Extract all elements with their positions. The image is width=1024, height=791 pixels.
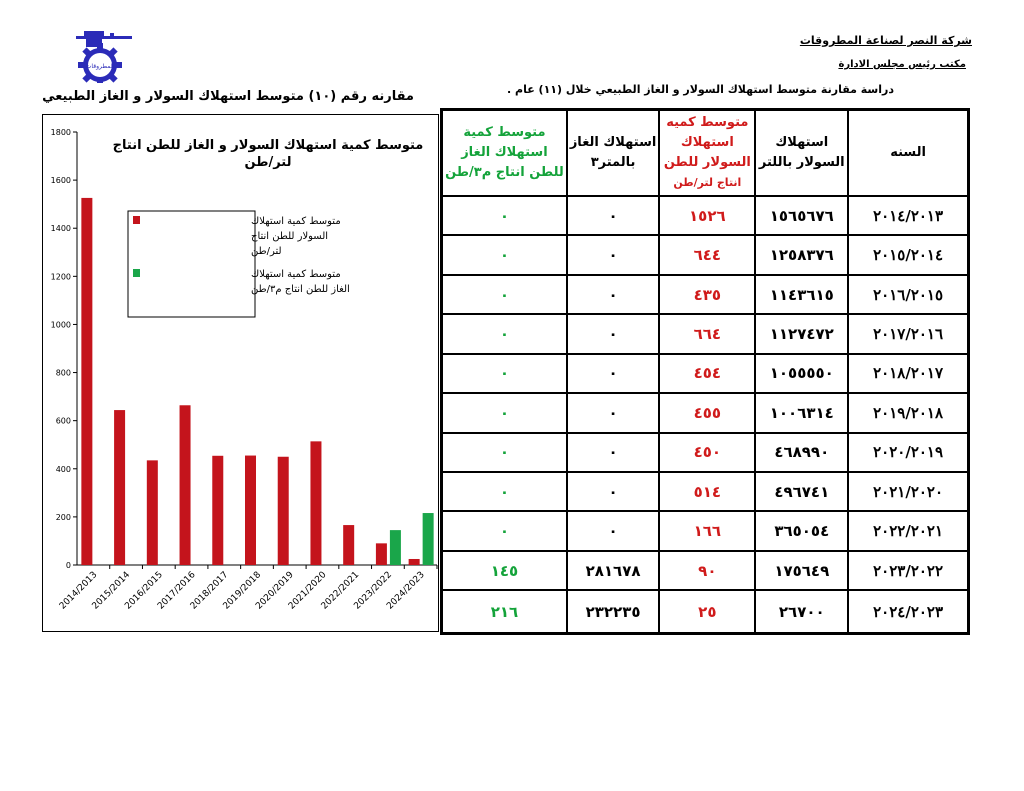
cell-gas-avg: ٠ [442, 354, 567, 393]
bar-diesel [81, 198, 92, 565]
legend-label: متوسط كمية استهلاك الغاز للطن انتاج م٣/طن [251, 269, 350, 295]
table-row [442, 551, 968, 590]
table-row [442, 393, 968, 432]
bar-gas [423, 513, 434, 565]
header-gas-avg: متوسط كمية استهلاك الغاز للطن انتاج م٣/طن [442, 110, 567, 196]
bar-diesel [278, 457, 289, 565]
cell-year: ٢٠٢١/٢٠٢٠ [848, 472, 968, 511]
table-row [442, 275, 968, 314]
chart-panel [42, 114, 439, 632]
bar-diesel [180, 405, 191, 565]
cell-year: ٢٠١٩/٢٠١٨ [848, 393, 968, 432]
cell-year: ٢٠١٨/٢٠١٧ [848, 354, 968, 393]
legend-swatch-gas [133, 269, 140, 277]
table-row [442, 511, 968, 550]
header-gas: استهلاك الغاز بالمتر٣ [567, 110, 659, 196]
cell-gas-avg: ٠ [442, 433, 567, 472]
comparison-title: مقارنه رقم (١٠) متوسط استهلاك السولار و الغاز الطبيعي [42, 89, 414, 104]
cell-gas-avg: ٠ [442, 314, 567, 353]
cell-year: ٢٠٢٣/٢٠٢٢ [848, 551, 968, 590]
cell-diesel: ٤٩٦٧٤١ [755, 472, 848, 511]
table-row [442, 354, 968, 393]
cell-gas: ٠ [567, 275, 659, 314]
cell-diesel-avg: ٤٥٠ [659, 433, 755, 472]
legend-box [128, 211, 255, 317]
cell-gas-avg: ٠ [442, 511, 567, 550]
table-row [442, 314, 968, 353]
y-tick-label: 200 [55, 512, 71, 522]
cell-diesel-avg: ١٦٦ [659, 511, 755, 550]
header-diesel-avg-label: متوسط كميه استهلاك السولار للطن [663, 115, 751, 170]
cell-diesel-avg: ٥١٤ [659, 472, 755, 511]
x-tick-label: 2018/2017 [188, 570, 231, 612]
y-tick-label: 600 [55, 416, 71, 426]
cell-diesel-avg: ٤٥٤ [659, 354, 755, 393]
study-description: دراسة مقارنة متوسط استهلاك السولار و الغاز الطبيعي خلال (١١) عام . [507, 83, 894, 96]
cell-gas-avg: ٠ [442, 393, 567, 432]
cell-year: ٢٠١٤/٢٠١٣ [848, 196, 968, 235]
cell-diesel-avg: ٢٥ [659, 590, 755, 633]
x-tick-label: 2024/2023 [385, 570, 427, 612]
cell-gas-avg: ٠ [442, 235, 567, 274]
y-tick-label: 0 [65, 561, 71, 570]
x-tick-label: 2015/2014 [90, 570, 133, 612]
bar-diesel [212, 456, 223, 565]
bar-diesel [376, 543, 387, 565]
cell-diesel: ١١٢٧٤٧٢ [755, 314, 848, 353]
legend-swatch-diesel [133, 216, 140, 224]
x-tick-label: 2017/2016 [156, 570, 198, 612]
header-year: السنه [848, 110, 968, 196]
bar-diesel [147, 460, 158, 565]
cell-diesel: ١٠٥٥٥٥٠ [755, 354, 848, 393]
office-name: مكتب رئيس مجلس الادارة [838, 59, 966, 70]
chart-plot-area [51, 128, 437, 612]
x-tick-label: 2023/2022 [352, 570, 395, 612]
cell-gas: ٠ [567, 196, 659, 235]
cell-diesel: ١٠٠٦٣١٤ [755, 393, 848, 432]
cell-gas: ٠ [567, 472, 659, 511]
y-tick-label: 1600 [50, 176, 71, 186]
cell-diesel: ٤٦٨٩٩٠ [755, 433, 848, 472]
cell-year: ٢٠١٦/٢٠١٥ [848, 275, 968, 314]
y-tick-label: 1000 [50, 320, 71, 330]
cell-diesel: ١١٤٣٦١٥ [755, 275, 848, 314]
bar-diesel [343, 525, 354, 565]
cell-diesel-avg: ٤٣٥ [659, 275, 755, 314]
header-diesel-avg-unit: انتاج لتر/طن [673, 176, 742, 189]
y-tick-label: 800 [55, 368, 71, 378]
cell-gas-avg: ٠ [442, 472, 567, 511]
cell-gas: ٢٣٢٢٣٥ [567, 590, 659, 633]
bar-diesel [114, 410, 125, 565]
x-tick-label: 2021/2020 [286, 570, 329, 612]
cell-diesel: ١٥٦٥٦٧٦ [755, 196, 848, 235]
cell-gas: ٠ [567, 393, 659, 432]
cell-gas: ٠ [567, 433, 659, 472]
y-tick-label: 400 [55, 464, 71, 474]
cell-diesel: ٢٦٧٠٠ [755, 590, 848, 633]
cell-diesel: ١٢٥٨٣٧٦ [755, 235, 848, 274]
cell-diesel-avg: ١٥٢٦ [659, 196, 755, 235]
table-header-row [442, 110, 968, 196]
cell-year: ٢٠١٧/٢٠١٦ [848, 314, 968, 353]
bar-diesel [310, 441, 321, 565]
cell-diesel-avg: ٦٤٤ [659, 235, 755, 274]
table-row [442, 196, 968, 235]
cell-year: ٢٠٢٤/٢٠٢٣ [848, 590, 968, 633]
cell-gas: ٠ [567, 235, 659, 274]
chart-legend [128, 211, 350, 317]
x-tick-label: 2014/2013 [57, 570, 100, 612]
company-logo [74, 31, 134, 83]
y-tick-label: 1800 [50, 128, 71, 137]
x-tick-label: 2016/2015 [123, 570, 165, 612]
consumption-table [440, 108, 970, 635]
chart-title: متوسط كمية استهلاك السولار و الغاز للطن انتاج لتر/طن [112, 138, 424, 170]
x-tick-label: 2019/2018 [221, 570, 264, 612]
cell-gas: ٢٨١٦٧٨ [567, 551, 659, 590]
x-tick-label: 2020/2019 [254, 570, 296, 612]
bar-chart [43, 115, 440, 633]
cell-diesel-avg: ٩٠ [659, 551, 755, 590]
cell-year: ٢٠٢٢/٢٠٢١ [848, 511, 968, 550]
cell-gas-avg: ١٤٥ [442, 551, 567, 590]
x-tick-label: 2022/2021 [319, 570, 362, 612]
bar-diesel [409, 559, 420, 565]
header-diesel: استهلاك السولار باللتر [755, 110, 848, 196]
cell-gas: ٠ [567, 354, 659, 393]
table-row [442, 472, 968, 511]
bar-diesel [245, 456, 256, 565]
table-row [442, 235, 968, 274]
cell-diesel: ١٧٥٦٤٩ [755, 551, 848, 590]
cell-gas-avg: ٠ [442, 196, 567, 235]
cell-diesel-avg: ٤٥٥ [659, 393, 755, 432]
bar-gas [390, 530, 401, 565]
y-tick-label: 1200 [50, 272, 71, 282]
cell-gas-avg: ٢١٦ [442, 590, 567, 633]
cell-year: ٢٠١٥/٢٠١٤ [848, 235, 968, 274]
cell-gas-avg: ٠ [442, 275, 567, 314]
cell-year: ٢٠٢٠/٢٠١٩ [848, 433, 968, 472]
cell-diesel: ٣٦٥٠٥٤ [755, 511, 848, 550]
cell-gas: ٠ [567, 314, 659, 353]
table-row [442, 433, 968, 472]
y-tick-label: 1400 [50, 224, 71, 234]
legend-label: متوسط كمية استهلاك السولار للطن انتاج لتر/طن [251, 216, 341, 257]
cell-diesel-avg: ٦٦٤ [659, 314, 755, 353]
header-diesel-avg [659, 110, 755, 196]
logo-text: المطروقات [85, 63, 115, 70]
company-name: شركة النصر لصناعة المطروقات [799, 34, 972, 47]
table-row [442, 590, 968, 633]
cell-gas: ٠ [567, 511, 659, 550]
